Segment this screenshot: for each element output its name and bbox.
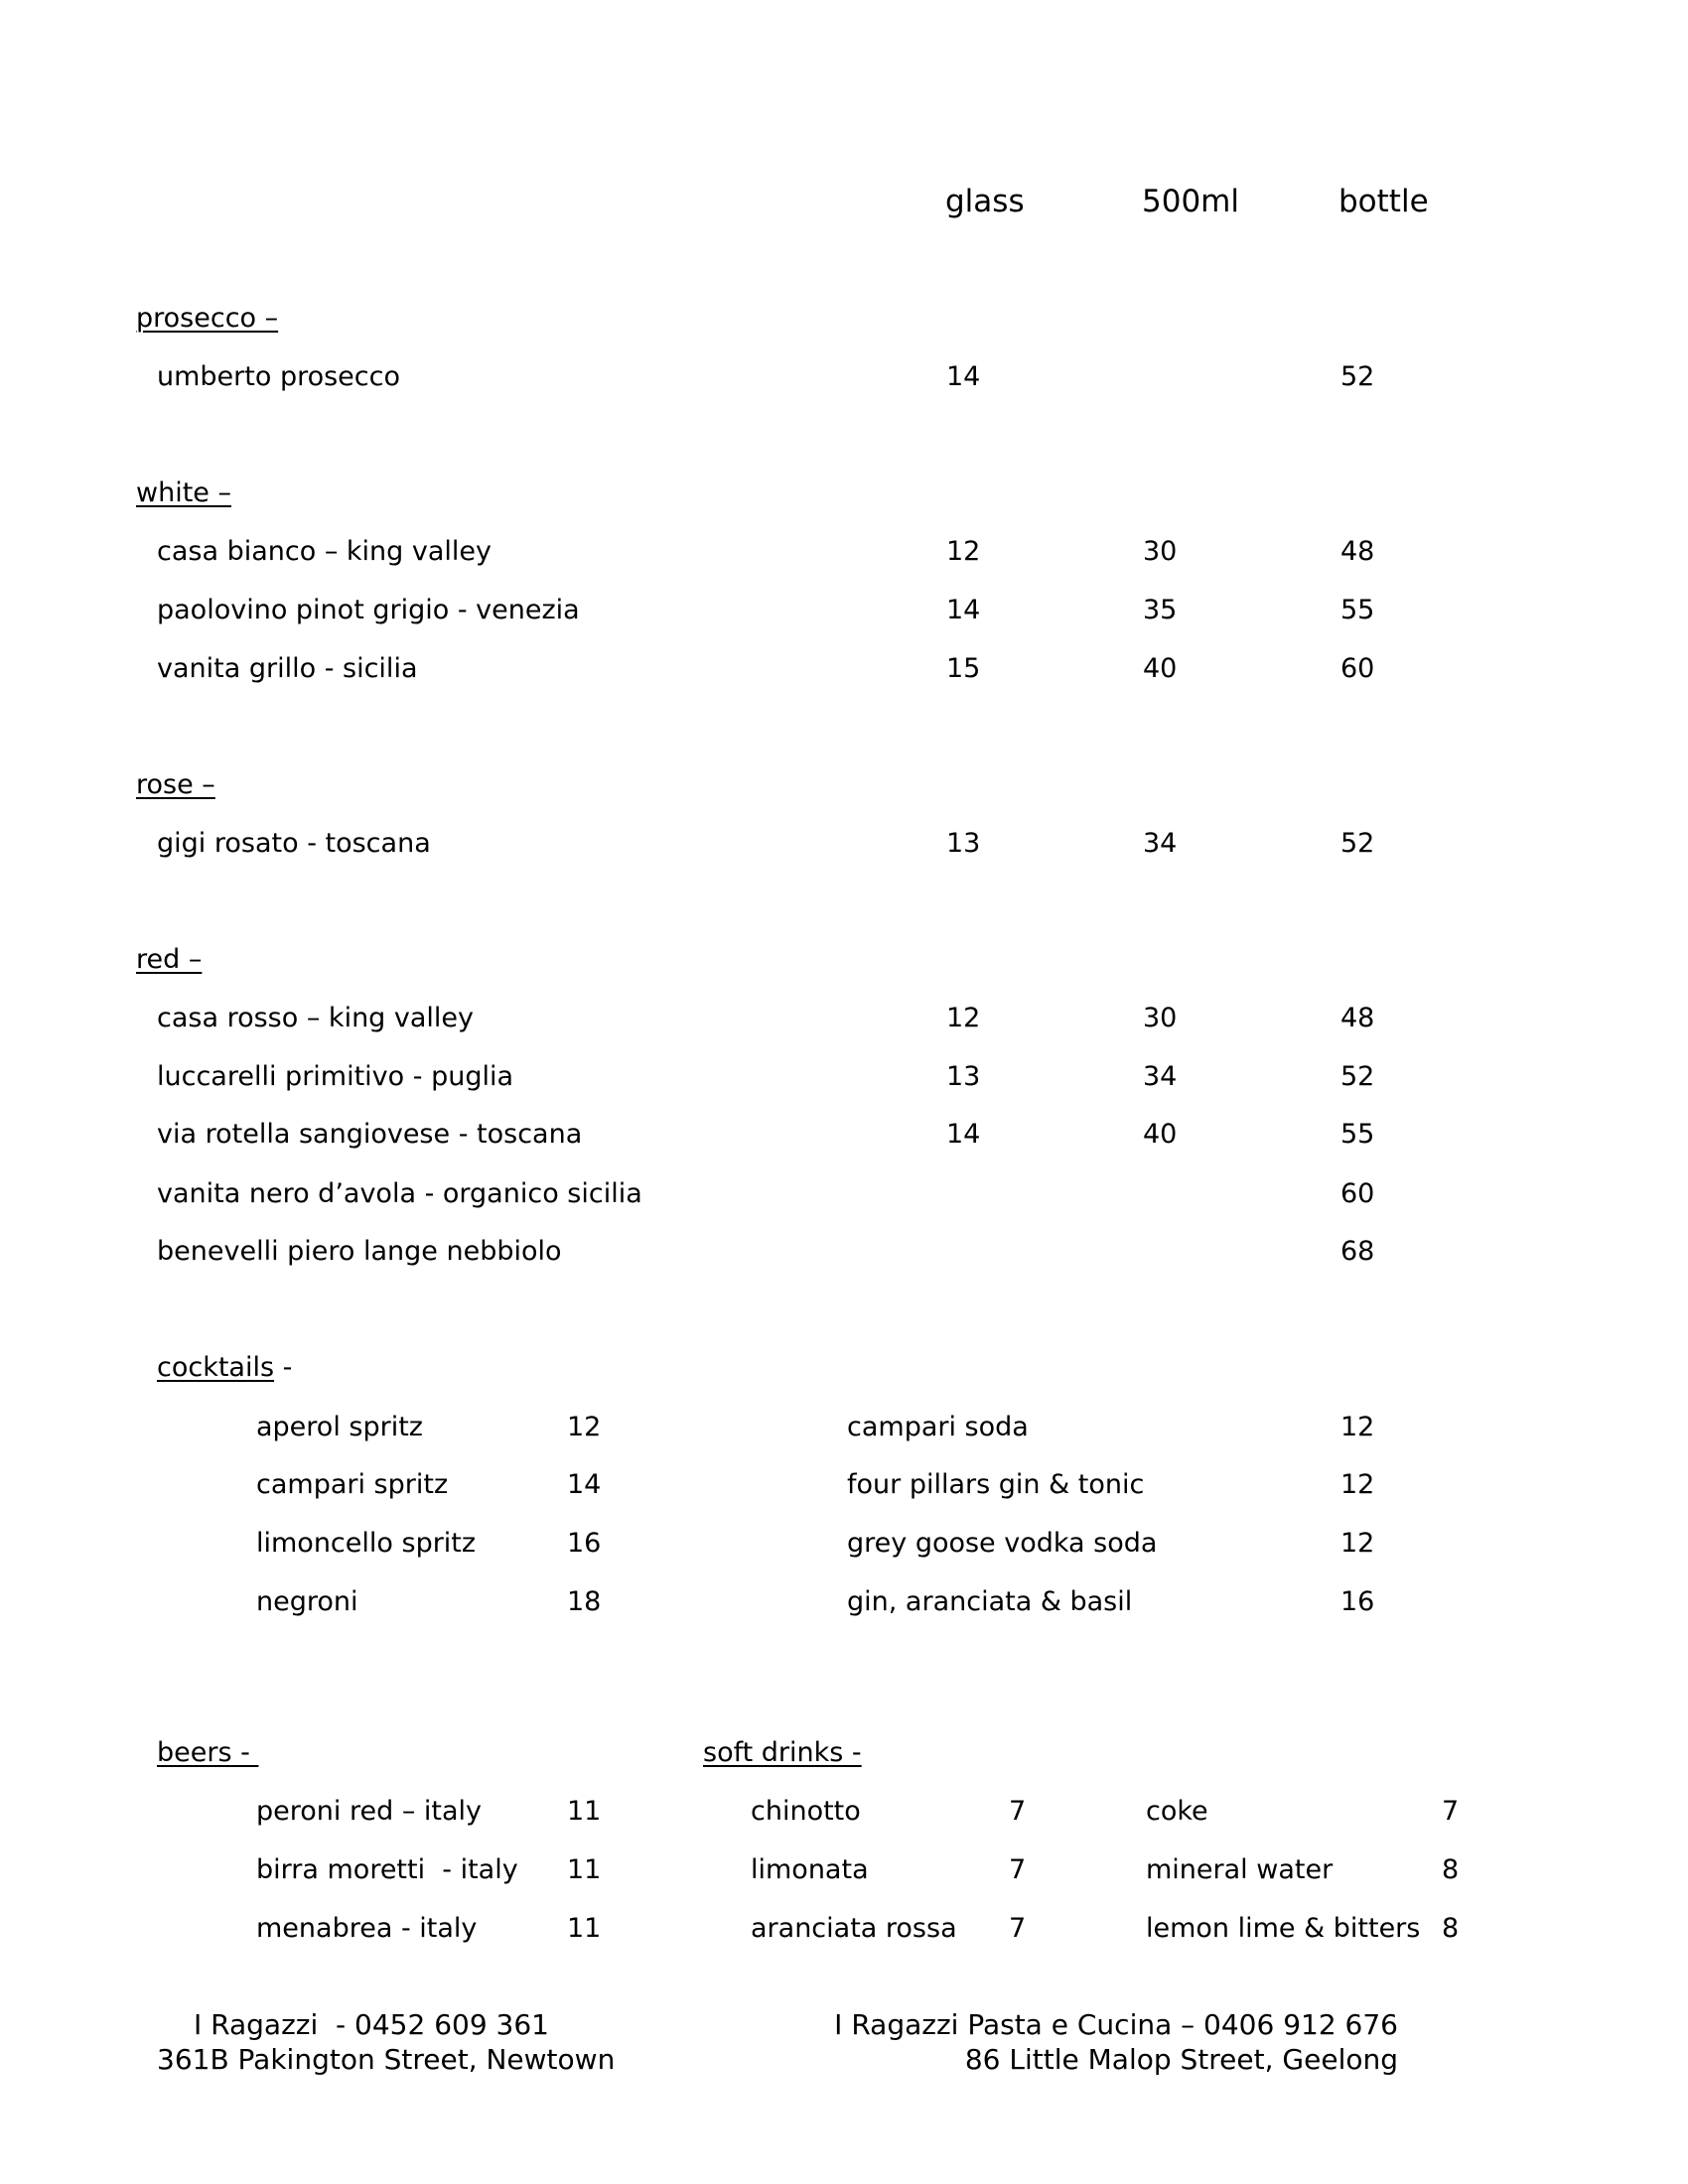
cocktail-price: 14 <box>567 1469 602 1500</box>
section-heading-prosecco: prosecco – <box>136 303 279 334</box>
soft-drink-price: 7 <box>1009 1854 1027 1885</box>
price-bottle: 48 <box>1340 1003 1375 1033</box>
wine-name: via rotella sangiovese - toscana <box>157 1119 583 1150</box>
footer-geelong-address: 86 Little Malop Street, Geelong <box>964 2043 1398 2076</box>
cocktail-price: 12 <box>1340 1469 1375 1500</box>
cocktail-price: 16 <box>567 1528 602 1559</box>
soft-drink-price: 8 <box>1442 1913 1460 1944</box>
beer-name: menabrea - italy <box>256 1913 478 1944</box>
beer-price: 11 <box>567 1796 602 1827</box>
price-bottle: 60 <box>1340 653 1375 684</box>
wine-name: gigi rosato - toscana <box>157 828 431 859</box>
wine-name: casa rosso – king valley <box>157 1003 475 1033</box>
soft-drink-name: lemon lime & bitters <box>1146 1913 1421 1944</box>
wine-name: casa bianco – king valley <box>157 536 492 567</box>
wine-name: umberto prosecco <box>157 361 401 392</box>
cocktail-price: 12 <box>1340 1412 1375 1442</box>
wine-name: vanita nero d’avola - organico sicilia <box>157 1178 642 1209</box>
beer-name: peroni red – italy <box>256 1796 483 1827</box>
cocktail-name: four pillars gin & tonic <box>847 1469 1145 1500</box>
wine-name: vanita grillo - sicilia <box>157 653 418 684</box>
column-header-500ml: 500ml <box>1142 184 1239 219</box>
cocktails-heading-suffix: - <box>274 1352 293 1383</box>
beer-price: 11 <box>567 1913 602 1944</box>
price-glass: 13 <box>946 828 981 859</box>
cocktail-price: 18 <box>567 1586 602 1617</box>
price-bottle: 48 <box>1340 536 1375 567</box>
beer-price: 11 <box>567 1854 602 1885</box>
section-heading-beers: beers - <box>157 1737 259 1768</box>
price-bottle: 52 <box>1340 1061 1375 1092</box>
section-heading-cocktails <box>157 1354 292 1381</box>
cocktail-price: 16 <box>1340 1586 1375 1617</box>
soft-drink-price: 7 <box>1442 1796 1460 1827</box>
price-500ml: 30 <box>1143 536 1178 567</box>
wine-name: paolovino pinot grigio - venezia <box>157 595 580 625</box>
cocktail-name: limoncello spritz <box>256 1528 477 1559</box>
price-glass: 12 <box>946 1003 981 1033</box>
column-header-bottle: bottle <box>1338 184 1429 219</box>
price-500ml: 40 <box>1143 1119 1178 1150</box>
cocktails-heading-label: cocktails <box>157 1352 275 1383</box>
footer-newtown-address: 361B Pakington Street, Newtown <box>157 2043 616 2076</box>
price-bottle: 52 <box>1340 828 1375 859</box>
soft-drink-name: mineral water <box>1146 1854 1334 1885</box>
price-bottle: 55 <box>1340 1119 1375 1150</box>
footer-geelong-phone: I Ragazzi Pasta e Cucina – 0406 912 676 <box>834 2008 1398 2041</box>
soft-drink-price: 8 <box>1442 1854 1460 1885</box>
price-glass: 15 <box>946 653 981 684</box>
price-500ml: 35 <box>1143 595 1178 625</box>
beer-name: birra moretti - italy <box>256 1854 518 1885</box>
soft-drink-name: aranciata rossa <box>751 1913 957 1944</box>
price-glass: 13 <box>946 1061 981 1092</box>
price-glass: 14 <box>946 361 981 392</box>
price-500ml: 40 <box>1143 653 1178 684</box>
soft-drink-name: coke <box>1146 1796 1208 1827</box>
section-heading-red: red – <box>136 944 203 975</box>
cocktail-name: campari soda <box>847 1412 1029 1442</box>
price-glass: 12 <box>946 536 981 567</box>
price-500ml: 34 <box>1143 828 1178 859</box>
section-heading-white: white – <box>136 478 231 508</box>
soft-drink-price: 7 <box>1009 1796 1027 1827</box>
price-glass: 14 <box>946 595 981 625</box>
price-500ml: 34 <box>1143 1061 1178 1092</box>
price-500ml: 30 <box>1143 1003 1178 1033</box>
price-glass: 14 <box>946 1119 981 1150</box>
price-bottle: 55 <box>1340 595 1375 625</box>
cocktail-name: grey goose vodka soda <box>847 1528 1158 1559</box>
column-header-glass: glass <box>945 184 1025 219</box>
cocktail-price: 12 <box>567 1412 602 1442</box>
price-bottle: 68 <box>1340 1236 1375 1267</box>
cocktail-name: aperol spritz <box>256 1412 423 1442</box>
cocktail-name: campari spritz <box>256 1469 449 1500</box>
cocktail-price: 12 <box>1340 1528 1375 1559</box>
soft-drink-name: limonata <box>751 1854 869 1885</box>
wine-name: benevelli piero lange nebbiolo <box>157 1236 562 1267</box>
price-bottle: 60 <box>1340 1178 1375 1209</box>
wine-name: luccarelli primitivo - puglia <box>157 1061 514 1092</box>
cocktail-name: negroni <box>256 1586 358 1617</box>
soft-drink-name: chinotto <box>751 1796 861 1827</box>
section-heading-soft-drinks: soft drinks - <box>703 1737 862 1768</box>
price-bottle: 52 <box>1340 361 1375 392</box>
footer-newtown-phone: I Ragazzi - 0452 609 361 <box>193 2008 549 2041</box>
cocktail-name: gin, aranciata & basil <box>847 1586 1133 1617</box>
soft-drink-price: 7 <box>1009 1913 1027 1944</box>
section-heading-rose: rose – <box>136 769 215 800</box>
